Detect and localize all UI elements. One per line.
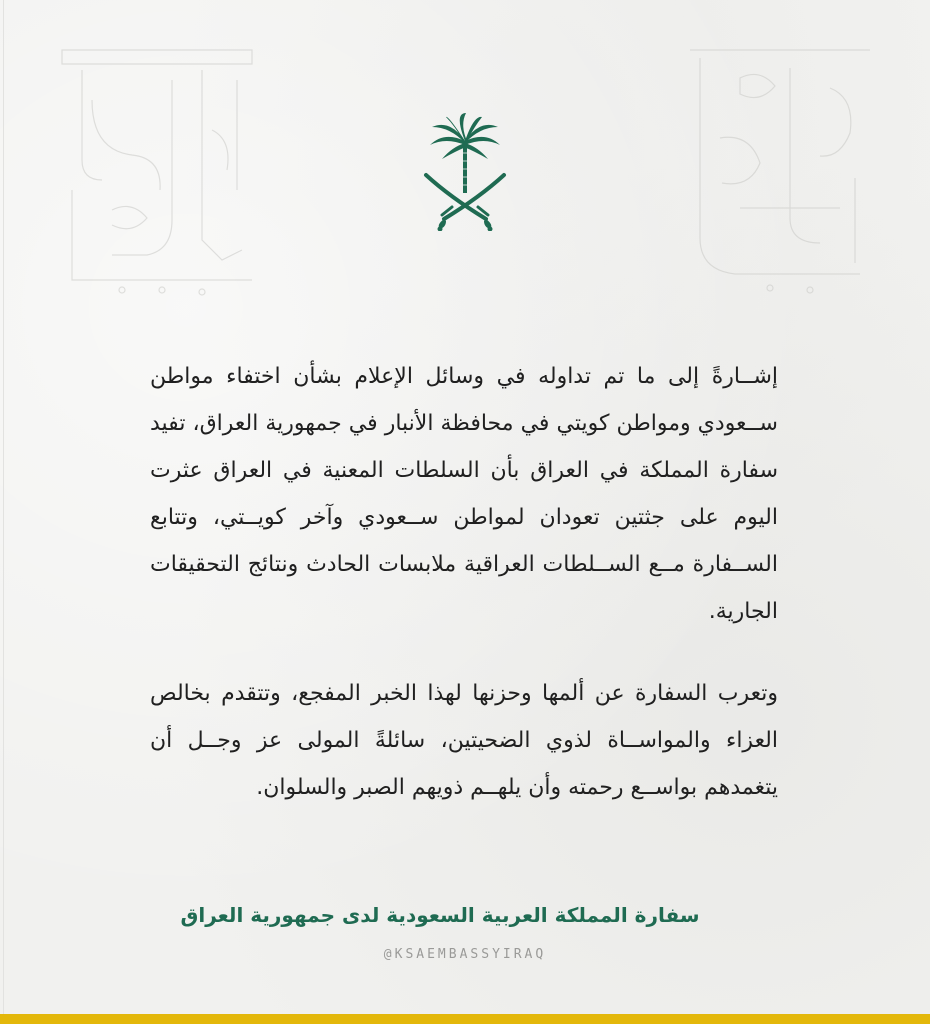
left-edge-line — [3, 0, 4, 1014]
calligraphy-watermark-left — [52, 40, 262, 300]
statement-paragraph-1: إشــارةً إلى ما تم تداوله في وسائل الإعلام بشأن اختفاء مواطن ســعودي ومواطن كويتي في محافظة الأنبار في جمهورية العراق، تفيد سفارة المملكة في العراق بأن السلطات المعنية في العراق عثرت اليوم على جثتين تعودان لمواطن ســعودي وآخر كويــتي، وتتابع الســفارة مــع الســلطات العراقية ملابسات الحادث ونتائج التحقيقات الجارية. — [150, 364, 778, 624]
bottom-accent-bar — [0, 1014, 930, 1024]
calligraphy-watermark-right — [680, 38, 880, 300]
saudi-emblem-icon — [420, 113, 510, 231]
social-handle: @KSAEMBASSYIRAQ — [383, 947, 547, 962]
statement-paragraph-2: وتعرب السفارة عن ألمها وحزنها لهذا الخبر المفجع، وتتقدم بخالص العزاء والمواســاة لذوي الضحيتين، سائلةً المولى عز وجــل أن يتغمدهم بواســع رحمته وأن يلهــم ذويهم الصبر والسلوان. — [150, 681, 778, 800]
embassy-signature: سفارة المملكة العربية السعودية لدى جمهورية العراق — [180, 903, 700, 927]
